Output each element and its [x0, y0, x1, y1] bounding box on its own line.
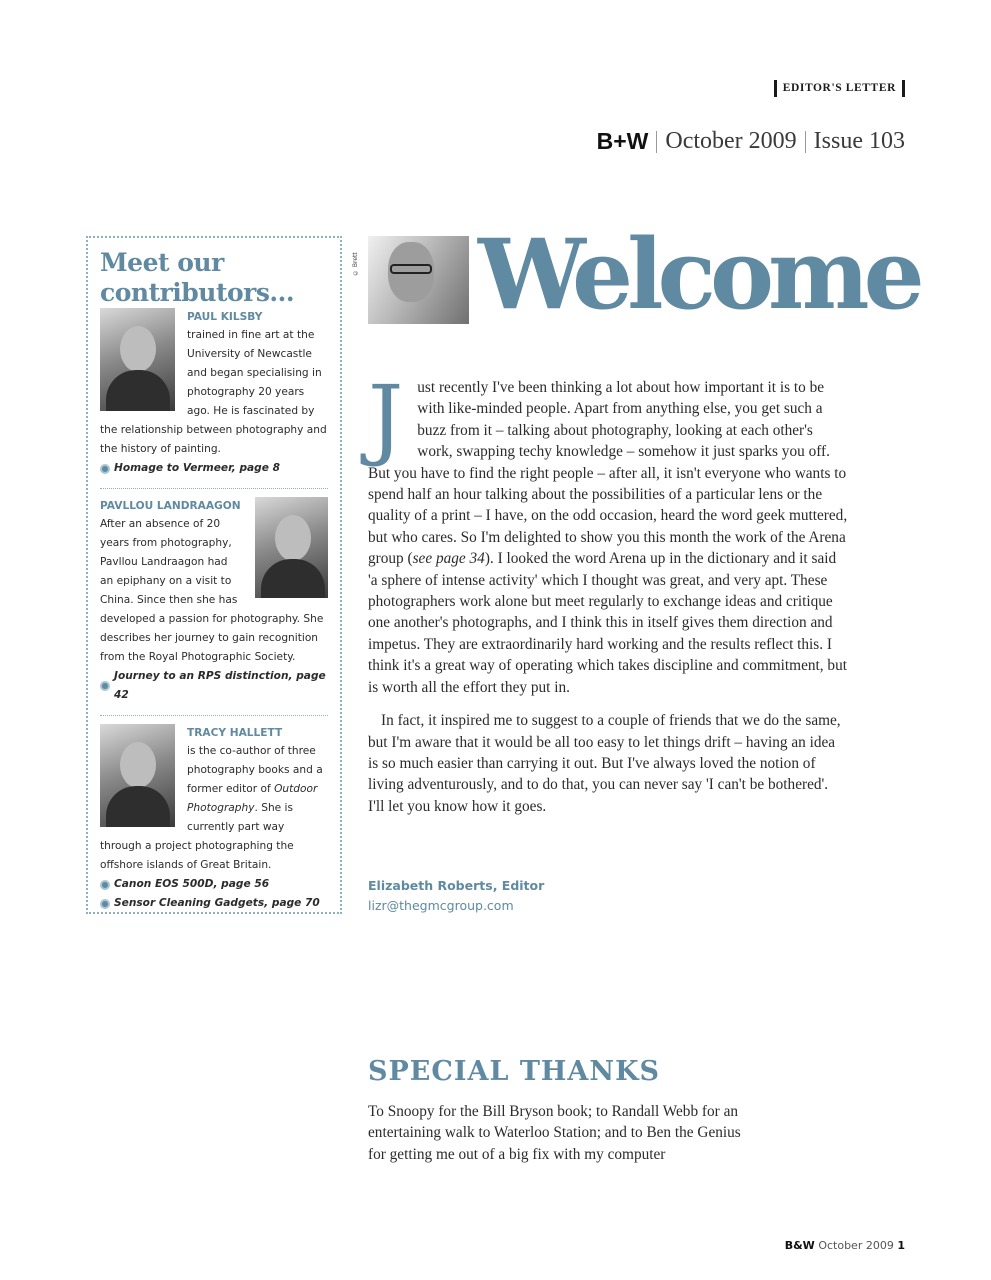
- masthead-divider: [656, 131, 657, 153]
- letter-paragraph: In fact, it inspired me to suggest to a couple of friends that we do the same, but I'm aware that it would be all too easy to let things drift – having an idea is so much easier than carrying it out. But I've always loved the notion of living adventurously, and to do that, you can never say 'I can't be bothered'. I'll let you know how it goes.: [368, 712, 841, 815]
- footer-brand: B&W: [784, 1239, 815, 1252]
- article-reference[interactable]: [100, 875, 328, 894]
- editor-email-link[interactable]: lizr@thegmcgroup.com: [368, 898, 514, 913]
- masthead: [597, 128, 905, 155]
- photo-credit: © Brett: [352, 252, 359, 276]
- article-reference-label: Homage to Vermeer, page 8: [114, 462, 281, 474]
- article-reference[interactable]: [100, 894, 328, 913]
- contributor-entry: [100, 308, 328, 478]
- contributor-bio: After an absence of 20 years from photography, Pavllou Landraagon had an epiphany on a visit to China. Since then she has developed a passion for photography. She describes her journey to gain recognition from the Royal Photographic Society.: [100, 518, 324, 663]
- special-thanks-body: To Snoopy for the Bill Bryson book; to Randall Webb for an entertaining walk to Waterloo Station; and to Ben the Genius for getting me out of a big fix with my computer: [368, 1103, 741, 1163]
- contributor-name: TRACY HALLETT: [187, 727, 283, 739]
- footer-date: October 2009: [818, 1239, 894, 1252]
- divider: [100, 488, 328, 489]
- editor-photo: [368, 236, 469, 324]
- bullet-icon: [100, 464, 110, 474]
- article-reference-label: Sensor Cleaning Gadgets, page 70: [114, 897, 320, 909]
- contributor-photo: [255, 497, 328, 598]
- contributor-name: PAVLLOU LANDRAAGON: [100, 500, 241, 512]
- welcome-heading: Welcome: [478, 218, 919, 331]
- issue-date: October 2009: [665, 128, 797, 154]
- section-tag: EDITOR'S LETTER: [774, 80, 905, 97]
- bullet-icon: [100, 880, 110, 890]
- contributors-title: Meet our contributors...: [100, 248, 295, 307]
- letter-paragraph: Just recently I've been thinking a lot about how important it is to be with like-minded people. Apart from anything else, you get such a buzz from it – talking about photography, looking at each other's work, swapping techy knowledge – somehow it just sparks you off. But you have to find the right people – after all, it isn't everyone who wants to spend half an hour talking about the possibilities of a particular lens or the quality of a print – I have, on the odd occasion, heard the word geek muttered, but who cares. So I'm delighted to show you this month the work of the Arena group (see page 34). I looked the word Arena up in the dictionary and it said 'a sphere of intense activity' which I thought was great, and very apt. These photographers work alone but meet regularly to exchange ideas and critique one another's photographs, and I think this in itself gives them direction and impetus. They are extraordinarily hard working and the results reflect this. I think it's a great way of operating which takes discipline and commitment, but is worth all the effort they put in.: [368, 366, 848, 696]
- contributor-name: PAUL KILSBY: [187, 311, 263, 323]
- masthead-divider: [805, 131, 806, 153]
- special-thanks-title: SPECIAL THANKS: [368, 1056, 661, 1087]
- article-reference-label: Canon EOS 500D, page 56: [114, 878, 270, 890]
- contributor-bio: is the co-author of three photography books and a former editor of Outdoor Photography. She is currently part way through a project photographing the offshore islands of Great Britain.: [100, 745, 323, 871]
- page-number: 1: [897, 1239, 905, 1252]
- editor-name: Elizabeth Roberts, Editor: [368, 878, 545, 893]
- issue-number: Issue 103: [813, 128, 905, 154]
- contributor-entry: [100, 724, 328, 913]
- contributor-photo: [100, 308, 175, 411]
- brand-logo: B+W: [596, 128, 649, 154]
- bullet-icon: [100, 681, 110, 691]
- editor-letter: [368, 366, 848, 817]
- signoff: [368, 876, 544, 916]
- article-reference[interactable]: [100, 667, 328, 705]
- page-footer: [785, 1239, 905, 1252]
- bullet-icon: [100, 899, 110, 909]
- contributor-entry: [100, 497, 328, 705]
- article-reference[interactable]: [100, 459, 328, 478]
- divider: [100, 715, 328, 716]
- dropcap: J: [368, 366, 404, 469]
- article-reference-label: Journey to an RPS distinction, page 42: [114, 670, 326, 701]
- contributor-bio: trained in fine art at the University of Newcastle and began specialising in photography 20 years ago. He is fascinated by the relationship between photography and the history of painting.: [100, 329, 327, 455]
- contributor-photo: [100, 724, 175, 827]
- contributors-box: [86, 236, 342, 914]
